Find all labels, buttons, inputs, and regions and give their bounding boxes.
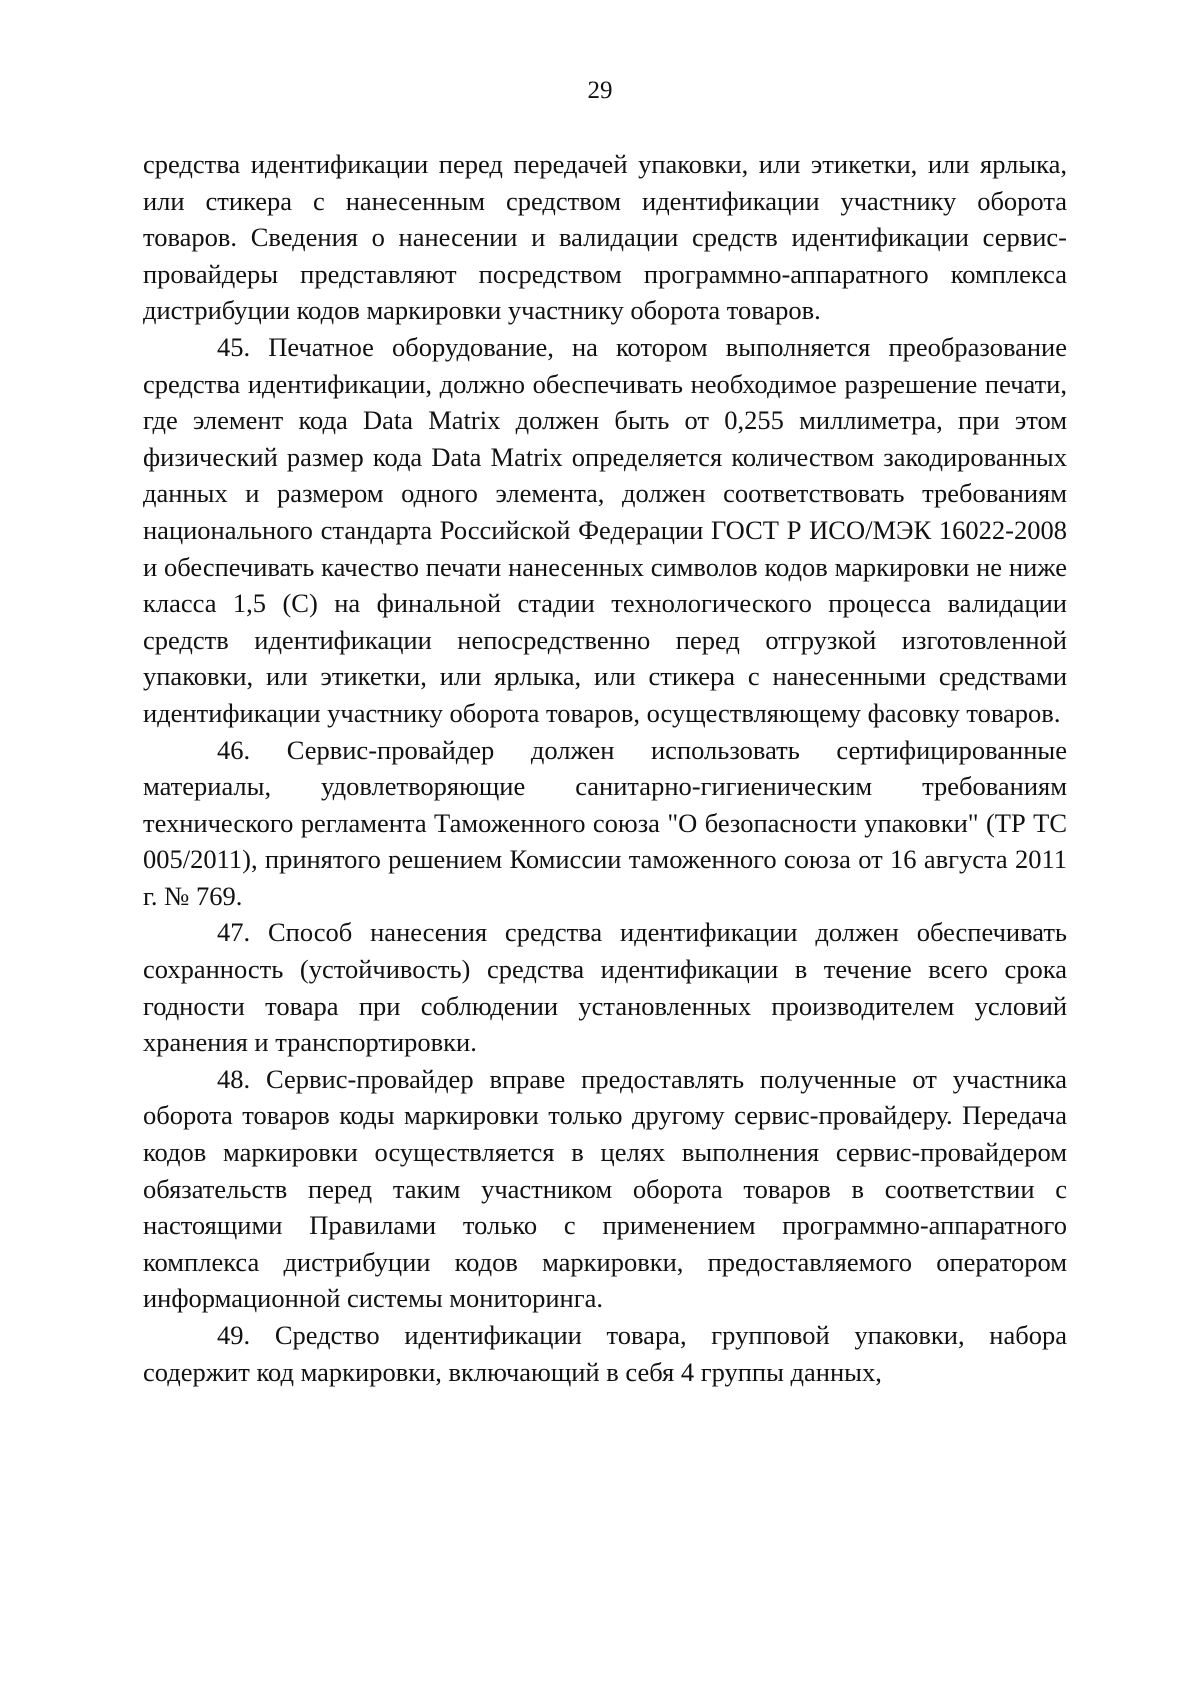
- page-number: 29: [587, 77, 613, 104]
- document-body: [143, 146, 1067, 1390]
- paragraph-47: 47. Способ нанесения средства идентификации должен обеспечивать сохранность (устойчивость) средства идентификации в течение всего срока годности товара при соблюдении установленных производителем условий хранения и транспортировки.: [143, 917, 1067, 1058]
- paragraph-continuation: средства идентификации перед передачей упаковки, или этикетки, или ярлыка, или стикера с нанесенным средством идентификации участнику оборота товаров. Сведения о нанесении и валидации средств идентификации сервис-провайдеры представляют посредством программно-аппаратного комплекса дистрибуции кодов маркировки участнику оборота товаров.: [143, 149, 1067, 326]
- paragraph-45: 45. Печатное оборудование, на котором выполняется преобразование средства идентификации, должно обеспечивать необходимое разрешение печати, где элемент кода Data Matrix должен быть от 0,255 миллиметра, при этом физический размер кода Data Matrix определяется количеством закодированных данных и размером одного элемента, должен соответствовать требованиям национального стандарта Российской Федерации ГОСТ Р ИСО/МЭК 16022-2008 и обеспечивать качество печати нанесенных символов кодов маркировки не ниже класса 1,5 (C) на финальной стадии технологического процесса валидации средств идентификации непосредственно перед отгрузкой изготовленной упаковки, или этикетки, или ярлыка, или стикера с нанесенными средствами идентификации участнику оборота товаров, осуществляющему фасовку товаров.: [143, 331, 1067, 728]
- paragraph-48: 48. Сервис-провайдер вправе предоставлять полученные от участника оборота товаров коды маркировки только другому сервис-провайдеру. Передача кодов маркировки осуществляется в целях выполнения сервис-провайдером обязательств перед таким участником оборота товаров в соответствии с настоящими Правилами только с применением программно-аппаратного комплекса дистрибуции кодов маркировки, предоставляемого оператором информационной системы мониторинга.: [143, 1063, 1067, 1314]
- paragraph-49: 49. Средство идентификации товара, групповой упаковки, набора содержит код маркировки, включающий в себя 4 группы данных,: [143, 1320, 1067, 1387]
- paragraph-46: 46. Сервис-провайдер должен использовать сертифицированные материалы, удовлетворяющие санитарно-гигиеническим требованиям технического регламента Таможенного союза "О безопасности упаковки" (ТР ТС 005/2011), принятого решением Комиссии таможенного союза от 16 августа 2011 г. № 769.: [143, 734, 1067, 911]
